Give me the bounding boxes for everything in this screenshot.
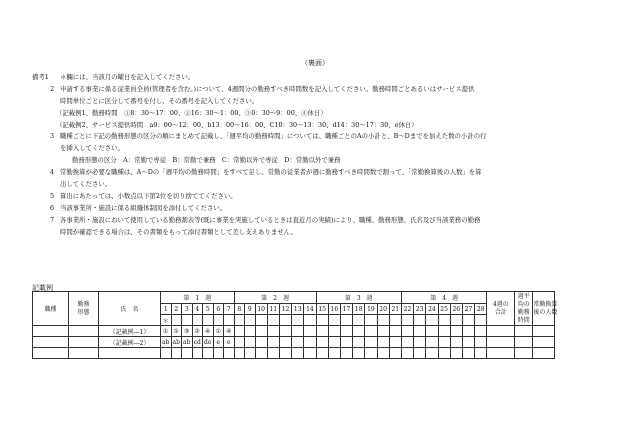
- day-cell: [234, 337, 245, 348]
- note-line: [32, 143, 612, 155]
- day-cell: [304, 326, 316, 337]
- day-cell: ③: [182, 326, 193, 337]
- weekday-cell: [462, 315, 474, 326]
- day-number: 23: [414, 304, 426, 315]
- day-cell: [475, 326, 487, 337]
- day-cell: [224, 348, 235, 359]
- weekday-cell: [438, 315, 450, 326]
- day-cell: [171, 348, 182, 359]
- day-number: 20: [377, 304, 389, 315]
- day-cell: [365, 326, 377, 337]
- weekday-cell: [377, 315, 389, 326]
- note-text: 勤務形態の区分 A：常勤で専従 B：常勤で兼務 C：常勤以外で専従 D：常勤以外で兼務: [72, 156, 341, 165]
- day-cell: [401, 337, 413, 348]
- note-line: [32, 84, 612, 96]
- header-form: 勤務形態: [69, 292, 99, 326]
- cell-weekly-avg: [515, 326, 533, 337]
- day-cell: [401, 348, 413, 359]
- day-cell: ab: [162, 338, 170, 346]
- day-cell: ①: [213, 326, 224, 337]
- note-text: （記載例1、勤務時間 ①8：30～17：00、②16：30～1：00、③0：30～9：00、④休日）: [56, 108, 327, 117]
- cell-form: [69, 337, 99, 348]
- note-text: 時間単位ごとに区分して番号を付し、その番号を記入してください。: [60, 96, 259, 105]
- day-cell: [316, 348, 328, 359]
- day-cell: [475, 348, 487, 359]
- day-number: 13: [292, 304, 304, 315]
- day-cell: [353, 326, 365, 337]
- day-number: 18: [353, 304, 365, 315]
- day-cell: [377, 348, 389, 359]
- day-cell: e: [213, 337, 224, 348]
- note-number: 3: [50, 132, 55, 141]
- day-number: 3: [182, 304, 193, 315]
- table-row: [33, 337, 585, 348]
- day-number: 6: [213, 304, 224, 315]
- day-number: 28: [475, 304, 487, 315]
- cell-fte: [533, 326, 555, 337]
- note-text: 職種ごとに下記の勤務形態の区分の順にまとめて記載し、「週平均の勤務時間」については、職種ごとのAの小計と、B～Dまでを加えた数の小計の行: [60, 132, 487, 141]
- day-number: 2: [171, 304, 182, 315]
- weekday-cell: [328, 315, 340, 326]
- day-number: 27: [462, 304, 474, 315]
- day-number: 21: [389, 304, 401, 315]
- header-weekly-avg: 週平均の勤務時間: [515, 292, 533, 326]
- note-number: 6: [50, 203, 55, 212]
- day-cell: ②: [192, 326, 203, 337]
- cell-job: [33, 348, 69, 359]
- day-number: 5: [203, 304, 214, 315]
- day-cell: [438, 326, 450, 337]
- day-cell: [213, 348, 224, 359]
- cell-form: [69, 326, 99, 337]
- note-text: を挿入してください。: [60, 144, 124, 153]
- day-cell: [462, 337, 474, 348]
- day-cell: ab: [172, 338, 180, 346]
- day-cell: [279, 326, 291, 337]
- note-line: [32, 203, 612, 215]
- cell-total: [487, 348, 515, 359]
- weekday-cell: [192, 315, 203, 326]
- weekday-cell: [304, 315, 316, 326]
- day-cell: [365, 348, 377, 359]
- day-cell: [279, 348, 291, 359]
- day-cell: [377, 326, 389, 337]
- day-number: 11: [267, 304, 279, 315]
- cell-name: （記載例―2）: [99, 337, 161, 348]
- day-cell: [234, 326, 245, 337]
- note-text: 当該事業所・施設に係る組織体制図を添付してください。: [60, 203, 227, 212]
- day-cell: [267, 337, 279, 348]
- weekday-cell: [267, 315, 279, 326]
- note-number: 2: [50, 84, 55, 93]
- day-cell: ④: [224, 326, 235, 337]
- weekday-cell: [292, 315, 304, 326]
- note-text: （記載例2、サービス提供時間 a9：00～12：00、b13：00～16：00、C10：30～13：30、d14：30～17：30、e休日）: [56, 120, 418, 129]
- weekday-cell: [245, 315, 256, 326]
- day-cell: [316, 326, 328, 337]
- header-week-3: 第 3 週: [316, 292, 401, 304]
- day-cell: [292, 326, 304, 337]
- note-line: [32, 96, 612, 108]
- cell-total: [487, 337, 515, 348]
- day-cell: [304, 348, 316, 359]
- day-cell: [292, 337, 304, 348]
- note-line: [32, 215, 612, 227]
- header-week-1: 第 1 週: [161, 292, 235, 304]
- day-cell: ①: [171, 326, 182, 337]
- note-text: 申請する事業に係る従業員全員(管理者を含む。)について、4週間分の勤務すべき時間数を記入してください。勤務時間ごとあるいはサービス提供: [60, 84, 475, 93]
- day-cell: [245, 337, 256, 348]
- day-cell: [438, 348, 450, 359]
- note-text: 各事業所・施設において使用している勤務割表等(既に事業を実施しているときは直近月の実績)により、職種、勤務形態、氏名及び当該業務の勤務: [60, 215, 481, 224]
- note-line: [32, 191, 612, 203]
- note-line: [32, 179, 612, 191]
- weekday-cell: [171, 315, 182, 326]
- day-cell: [414, 337, 426, 348]
- day-cell: [245, 326, 256, 337]
- day-cell: [450, 337, 462, 348]
- day-cell: [304, 337, 316, 348]
- day-cell: [450, 348, 462, 359]
- header-week-4: 第 4 週: [401, 292, 486, 304]
- day-number: 16: [328, 304, 340, 315]
- cell-form: [69, 348, 99, 359]
- header-total: 4週の合計: [487, 292, 515, 326]
- day-number: 12: [279, 304, 291, 315]
- weekday-cell: [353, 315, 365, 326]
- notes-section: [32, 72, 612, 238]
- day-cell: [353, 337, 365, 348]
- weekday-cell: [224, 315, 235, 326]
- day-cell: [462, 326, 474, 337]
- day-cell: [161, 348, 172, 359]
- weekday-cell: [450, 315, 462, 326]
- cell-job: [33, 326, 69, 337]
- day-number: 22: [401, 304, 413, 315]
- weekday-cell: [475, 315, 487, 326]
- day-cell: [462, 348, 474, 359]
- weekday-cell: [203, 315, 214, 326]
- header-job: 職種: [33, 292, 69, 326]
- table-row: [33, 326, 585, 337]
- day-number: 9: [245, 304, 256, 315]
- header-week-2: 第 2 週: [234, 292, 316, 304]
- day-cell: [401, 326, 413, 337]
- weekday-cell: [255, 315, 267, 326]
- cell-name: （記載例―1）: [99, 326, 161, 337]
- weekday-cell: [234, 315, 245, 326]
- day-cell: [438, 337, 450, 348]
- cell-weekly-avg: [515, 337, 533, 348]
- note-text: ＊欄には、当該月の曜日を記入してください。: [60, 73, 195, 81]
- day-cell: [414, 348, 426, 359]
- day-cell: [267, 326, 279, 337]
- day-cell: [245, 348, 256, 359]
- day-cell: [192, 348, 203, 359]
- weekday-cell: [365, 315, 377, 326]
- weekday-cell: ＊: [161, 315, 172, 326]
- day-cell: de: [204, 338, 212, 346]
- day-cell: [328, 326, 340, 337]
- cell-weekly-avg: [515, 348, 533, 359]
- day-number: 7: [224, 304, 235, 315]
- day-cell: [426, 348, 438, 359]
- table-row: [33, 348, 585, 359]
- cell-job: [33, 337, 69, 348]
- day-cell: ④: [203, 326, 214, 337]
- example-table: [32, 291, 585, 359]
- weekday-cell: [213, 315, 224, 326]
- day-cell: [255, 326, 267, 337]
- note-text: 常勤換算が必要な職種は、A～Dの「週平均の勤務時間」をすべて足し、常勤の従業者が週に勤務すべき時間数で割って、「常勤換算後の人数」を算: [60, 168, 482, 177]
- note-line: [32, 155, 612, 167]
- cell-fte: [533, 337, 555, 348]
- day-number: 10: [255, 304, 267, 315]
- weekday-cell: [182, 315, 193, 326]
- note-text: 算出にあたっては、小数点以下第2位を切り捨ててください。: [60, 191, 237, 200]
- day-cell: [182, 348, 193, 359]
- day-cell: [414, 326, 426, 337]
- note-number: 7: [50, 215, 55, 224]
- day-number: 26: [450, 304, 462, 315]
- day-cell: [267, 348, 279, 359]
- day-number: 1: [161, 304, 172, 315]
- weekday-cell: [389, 315, 401, 326]
- day-cell: [340, 337, 352, 348]
- day-number: 17: [340, 304, 352, 315]
- note-number: 5: [50, 191, 55, 200]
- day-number: 24: [426, 304, 438, 315]
- day-cell: [426, 337, 438, 348]
- note-line: [32, 120, 612, 132]
- note-line: [32, 167, 612, 179]
- day-cell: [475, 337, 487, 348]
- example-title: 記載例: [32, 284, 53, 292]
- day-cell: e: [224, 337, 235, 348]
- day-cell: [316, 337, 328, 348]
- cell-fte: [533, 348, 555, 359]
- day-number: 25: [438, 304, 450, 315]
- weekday-cell: [426, 315, 438, 326]
- day-number: 8: [234, 304, 245, 315]
- day-cell: [340, 326, 352, 337]
- cell-name: [99, 348, 161, 359]
- page-label: （裏面）: [301, 59, 329, 67]
- note-lead: 備考1: [32, 73, 49, 81]
- day-cell: [234, 348, 245, 359]
- day-cell: [389, 337, 401, 348]
- day-cell: cd: [193, 338, 201, 346]
- note-number: 4: [50, 168, 55, 177]
- note-text: 時間が確認できる場合は、その書類をもって添付書類として差し支えありません。: [60, 227, 297, 236]
- note-line: [32, 72, 612, 84]
- day-cell: [389, 348, 401, 359]
- day-number: 4: [192, 304, 203, 315]
- day-number: 19: [365, 304, 377, 315]
- day-cell: [340, 348, 352, 359]
- day-cell: [450, 326, 462, 337]
- day-cell: [377, 337, 389, 348]
- day-cell: [292, 348, 304, 359]
- header-fte: 常勤換算後の人数: [533, 292, 555, 326]
- day-cell: [426, 326, 438, 337]
- note-line: [32, 227, 612, 239]
- cell-total: [487, 326, 515, 337]
- day-cell: [353, 348, 365, 359]
- day-cell: [389, 326, 401, 337]
- note-text: 出してください。: [60, 180, 112, 189]
- weekday-cell: [340, 315, 352, 326]
- day-cell: [328, 337, 340, 348]
- weekday-cell: [279, 315, 291, 326]
- header-name: 氏 名: [99, 292, 161, 326]
- day-cell: [255, 348, 267, 359]
- day-cell: [203, 348, 214, 359]
- day-cell: [255, 337, 267, 348]
- note-line: [32, 131, 612, 143]
- day-number: 15: [316, 304, 328, 315]
- day-cell: [328, 348, 340, 359]
- day-cell: [365, 337, 377, 348]
- day-cell: ①: [161, 326, 172, 337]
- day-number: 14: [304, 304, 316, 315]
- weekday-cell: [401, 315, 413, 326]
- note-line: [32, 108, 612, 120]
- day-cell: ab: [183, 338, 191, 346]
- weekday-cell: [316, 315, 328, 326]
- day-cell: [279, 337, 291, 348]
- weekday-cell: [414, 315, 426, 326]
